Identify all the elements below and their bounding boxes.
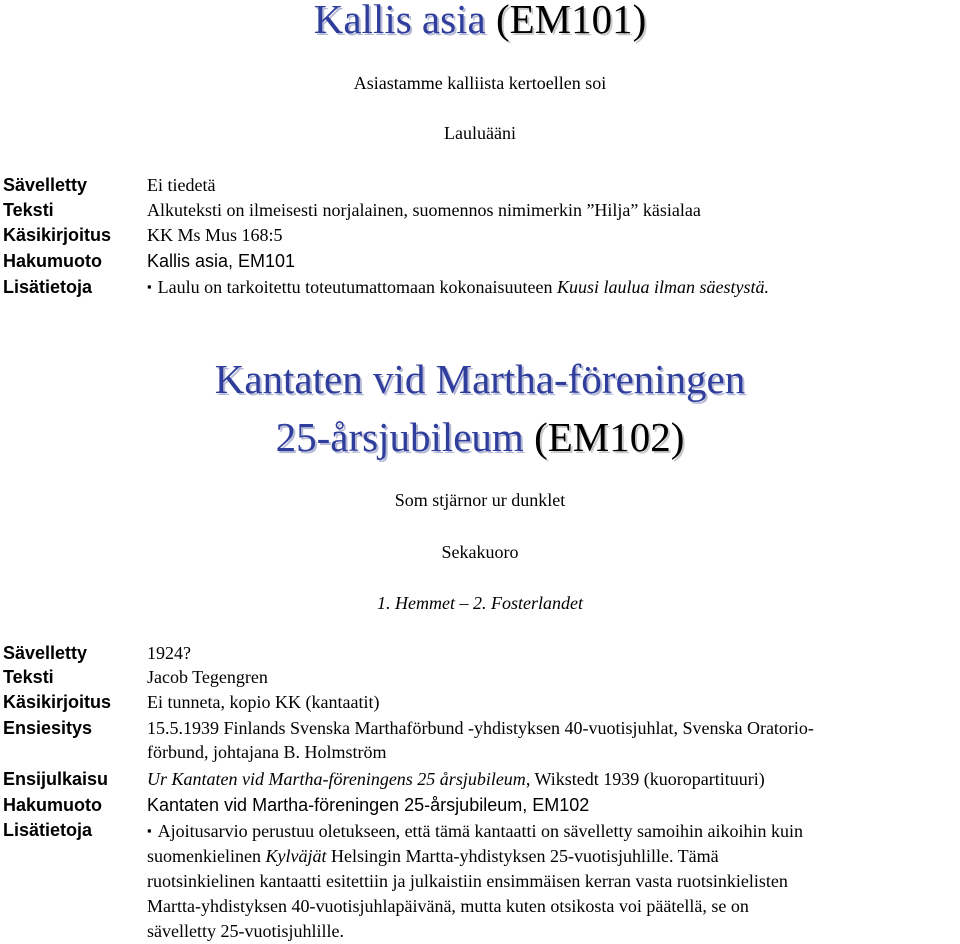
em102-text-label: Teksti xyxy=(3,667,54,687)
em102-text-value: Jacob Tegengren xyxy=(147,667,268,687)
em102-ms-label: Käsikirjoitus xyxy=(3,692,112,712)
em101-info xyxy=(147,276,769,298)
em102-info-line2-italic: Kylväjät xyxy=(265,846,327,866)
em102-pub-italic: Ur Kantaten vid Martha-föreningens 25 årsjubileum xyxy=(147,769,526,789)
em102-title-code: (EM102) xyxy=(534,414,685,460)
em101-title-main: Kallis asia xyxy=(313,0,486,42)
em101-ms-value: KK Ms Mus 168:5 xyxy=(147,225,283,245)
em102-pub-label: Ensijulkaisu xyxy=(3,769,109,789)
em102-premiere-line1: 15.5.1939 Finlands Svenska Marthaförbund -yhdistyksen 40-vuotisjuhlat, Svenska Oratorio- xyxy=(147,718,814,738)
em102-title xyxy=(0,350,960,466)
em101-search-value: Kallis asia, EM101 xyxy=(147,251,296,271)
bullet-icon: ▪ xyxy=(147,279,152,294)
em102-search-value: Kantaten vid Martha-föreningen 25-årsjubileum, EM102 xyxy=(147,795,590,815)
em101-info-label: Lisätietoja xyxy=(3,277,93,297)
em102-info-line1: Ajoitusarvio perustuu oletukseen, että tämä kantaatti on sävelletty samoihin aikoihin kuin xyxy=(157,821,803,841)
em102-search-label: Hakumuoto xyxy=(3,795,102,815)
em102-pub xyxy=(147,768,765,790)
em102-info-label: Lisätietoja xyxy=(3,820,93,840)
em102-title-line1: Kantaten vid Martha-föreningen xyxy=(214,356,746,402)
em102-info-line5: sävelletty 25-vuotisjuhlille. xyxy=(147,921,344,941)
em102-pub-rest: , Wikstedt 1939 (kuoropartituuri) xyxy=(525,769,765,789)
em101-info-italic: Kuusi laulua ilman säestystä. xyxy=(557,277,770,297)
em102-info-line4: Martta-yhdistyksen 40-vuotisjuhlapäivänä, mutta kuten otsikosta voi päätellä, se on xyxy=(147,896,749,916)
em102-first-line: Som stjärnor ur dunklet xyxy=(394,490,566,510)
em102-ms-value: Ei tunneta, kopio KK (kantaatit) xyxy=(147,692,380,712)
bullet-icon: ▪ xyxy=(147,823,152,838)
em102-info-line3: ruotsinkielinen kantaatti esitettiin ja julkaistiin ensimmäisen kerran vasta ruotsinkielisten xyxy=(147,871,788,891)
em101-ms-label: Käsikirjoitus xyxy=(3,225,112,245)
em101-text-label: Teksti xyxy=(3,200,54,220)
em101-first-line: Asiastamme kalliista kertoellen soi xyxy=(353,73,607,93)
em102-composed-value: 1924? xyxy=(147,643,191,663)
em101-search-label: Hakumuoto xyxy=(3,251,102,271)
em102-info xyxy=(147,818,803,944)
em102-premiere-label: Ensiesitys xyxy=(3,718,93,738)
em101-text-value: Alkuteksti on ilmeisesti norjalainen, suomennos nimimerkin ”Hilja” käsialaa xyxy=(147,200,701,220)
em101-info-text: Laulu on tarkoitettu toteutumattomaan kokonaisuuteen xyxy=(157,277,558,297)
em102-title-main: 25-årsjubileum xyxy=(275,414,524,460)
em102-voice: Sekakuoro xyxy=(441,542,519,562)
em101-title-code: (EM101) xyxy=(495,0,647,42)
em102-composed-label: Sävelletty xyxy=(3,643,88,663)
em101-title xyxy=(0,0,960,42)
em101-voice: Lauluääni xyxy=(444,123,516,143)
em102-parts: 1. Hemmet – 2. Fosterlandet xyxy=(377,593,583,613)
em102-premiere-line2: förbund, johtajana B. Holmström xyxy=(147,742,387,762)
em101-composed-label: Sävelletty xyxy=(3,175,88,195)
em102-info-line2b: Helsingin Martta-yhdistyksen 25-vuotisjuhlille. Tämä xyxy=(326,846,719,866)
em102-info-line2a: suomenkielinen xyxy=(147,846,266,866)
em101-composed-value: Ei tiedetä xyxy=(147,175,216,195)
